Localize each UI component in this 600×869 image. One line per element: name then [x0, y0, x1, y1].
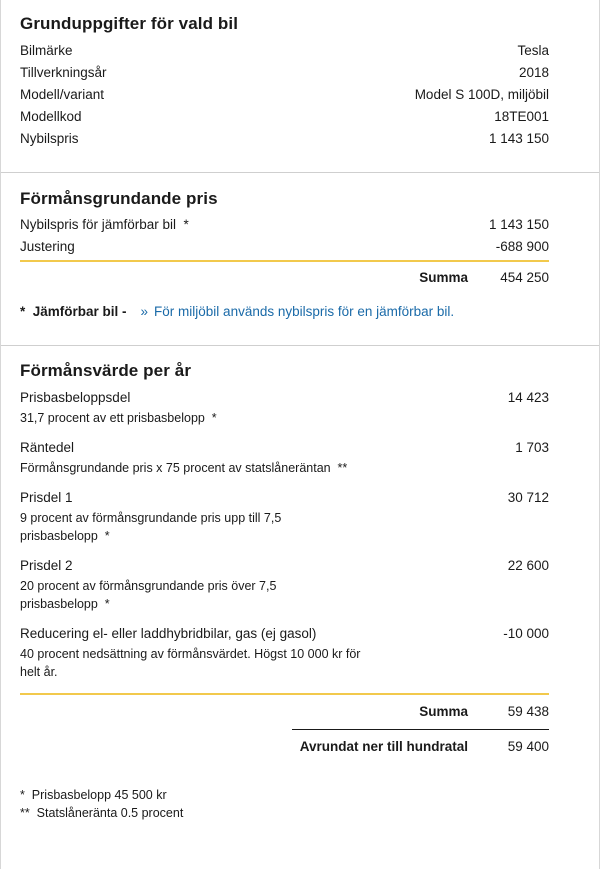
- benefit-item-header: [20, 487, 549, 509]
- footnote-label: * Jämförbar bil -: [20, 304, 127, 319]
- benefit-item-title: Reducering el- eller laddhybridbilar, gas (ej gasol): [20, 626, 317, 641]
- info-label: Nybilspris: [20, 131, 79, 146]
- sum-separator: [20, 260, 549, 262]
- price-label: Nybilspris för jämförbar bil *: [20, 217, 189, 232]
- sum-row: [20, 267, 549, 289]
- benefit-item-value: 30 712: [507, 490, 549, 505]
- info-value: 2018: [518, 65, 549, 80]
- benefit-base-price-section: [1, 173, 599, 345]
- price-row-adjustment: [20, 236, 549, 258]
- info-row-model: [20, 84, 549, 106]
- sum-value: 454 250: [500, 270, 549, 285]
- footnote-price-base: * Prisbasbelopp 45 500 kr: [20, 788, 167, 802]
- comparable-car-footnote: [20, 301, 549, 323]
- rounded-label: Avrundat ner till hundratal: [299, 739, 468, 754]
- benefit-item-title: Prisbasbeloppsdel: [20, 390, 131, 405]
- info-row-model-code: [20, 106, 549, 128]
- sum-separator: [20, 693, 549, 695]
- info-row-new-price: [20, 128, 549, 150]
- benefit-item-value: 22 600: [507, 558, 549, 573]
- rounded-value: 59 400: [507, 739, 549, 754]
- info-value: Model S 100D, miljöbil: [414, 87, 549, 102]
- info-label: Bilmärke: [20, 43, 73, 58]
- benefit-item-desc: 20 procent av förmånsgrundande pris över 7,5 prisbasbelopp *: [20, 579, 280, 611]
- info-label: Tillverkningsår: [20, 65, 107, 80]
- benefit-item: [20, 487, 549, 545]
- benefit-item-title: Räntedel: [20, 440, 75, 455]
- sum-label: Summa: [419, 270, 468, 285]
- info-value: 1 143 150: [488, 131, 549, 146]
- price-value: 1 143 150: [488, 217, 549, 232]
- price-label: Justering: [20, 239, 75, 254]
- basic-info-section: [1, 0, 599, 172]
- benefit-value-section: [1, 346, 599, 822]
- info-value: 18TE001: [494, 109, 549, 124]
- price-value: -688 900: [495, 239, 549, 254]
- footnote-interest-rate: ** Statslåneränta 0.5 procent: [20, 806, 184, 820]
- benefit-item-desc: 31,7 procent av ett prisbasbelopp *: [20, 411, 217, 425]
- sum-label: Summa: [419, 704, 468, 719]
- info-label: Modellkod: [20, 109, 82, 124]
- benefit-item-header: [20, 437, 549, 459]
- benefit-item-header: [20, 387, 549, 409]
- benefit-item-value: 14 423: [507, 390, 549, 405]
- benefit-item-value: -10 000: [503, 626, 549, 641]
- sum-value: 59 438: [507, 704, 549, 719]
- comparable-car-info-link[interactable]: För miljöbil används nybilspris för en jämförbar bil.: [154, 304, 455, 319]
- sum-row: [292, 701, 549, 730]
- basic-info-title: Grunduppgifter för vald bil: [20, 14, 239, 33]
- info-value: Tesla: [517, 43, 549, 58]
- benefit-item-desc: 40 procent nedsättning av förmånsvärdet. Högst 10 000 kr för helt år.: [20, 647, 364, 679]
- footnotes: [20, 786, 549, 822]
- benefit-item-desc: 9 procent av förmånsgrundande pris upp till 7,5 prisbasbelopp *: [20, 511, 285, 543]
- benefit-item-header: [20, 555, 549, 577]
- benefit-item-title: Prisdel 1: [20, 490, 73, 505]
- benefit-base-price-title: Förmånsgrundande pris: [20, 189, 218, 208]
- benefit-item: [20, 437, 549, 477]
- info-label: Modell/variant: [20, 87, 105, 102]
- price-row-comparable: [20, 214, 549, 236]
- benefit-value-title: Förmånsvärde per år: [20, 361, 192, 380]
- info-row-year: [20, 62, 549, 84]
- rounded-sum-row: [20, 736, 549, 758]
- benefit-item-header: [20, 623, 549, 645]
- info-row-brand: [20, 40, 549, 62]
- double-chevron-right-icon: »: [140, 304, 149, 319]
- benefit-item-desc: Förmånsgrundande pris x 75 procent av statslåneräntan **: [20, 461, 348, 475]
- benefit-item-value: 1 703: [515, 440, 549, 455]
- benefit-item-title: Prisdel 2: [20, 558, 73, 573]
- benefit-item: [20, 623, 549, 681]
- benefit-item: [20, 555, 549, 613]
- benefit-item: [20, 387, 549, 427]
